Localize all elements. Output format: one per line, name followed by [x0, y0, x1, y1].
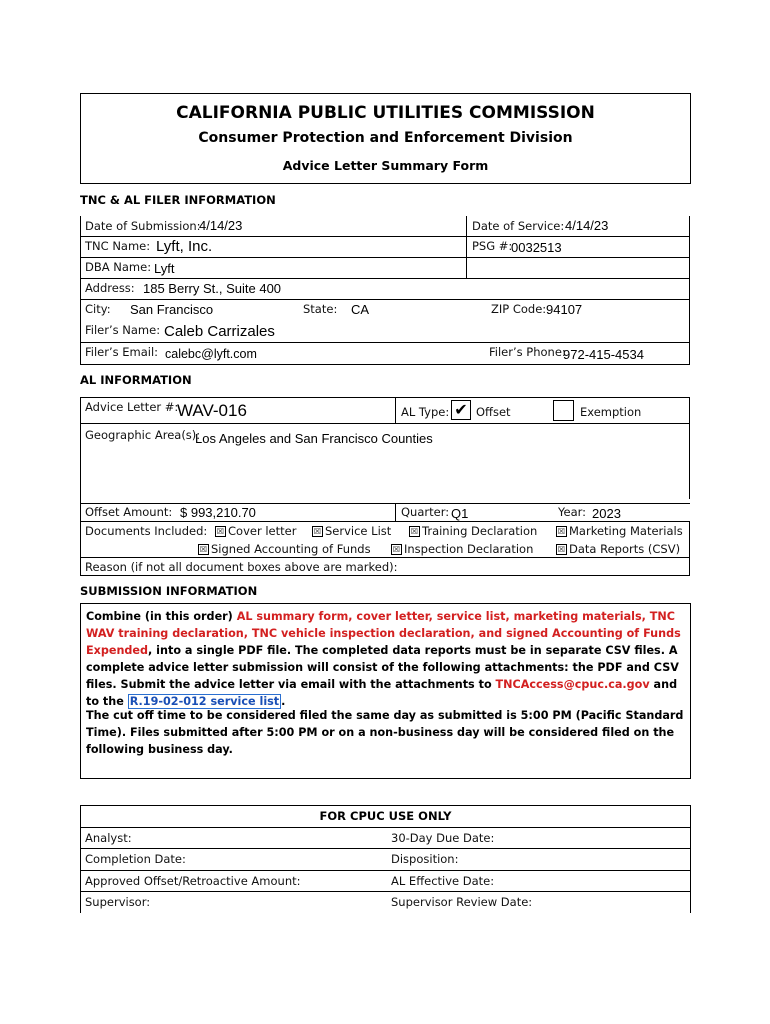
- checked-box-icon: ☒: [199, 545, 208, 554]
- service-date-label: Date of Service:: [472, 219, 565, 233]
- completion-date-label: Completion Date:: [85, 852, 186, 866]
- filer-name-label: Filer’s Name:: [85, 323, 161, 337]
- city-label: City:: [85, 302, 111, 316]
- division-title: Consumer Protection and Enforcement Division: [198, 130, 573, 146]
- service-list-link[interactable]: R.19-02-012 service list: [129, 695, 280, 708]
- zip-label: ZIP Code:: [491, 302, 547, 316]
- geo-label: Geographic Area(s):: [85, 428, 201, 442]
- al-section-heading: AL INFORMATION: [80, 373, 192, 387]
- filer-name-value: Caleb Carrizales: [164, 323, 275, 340]
- doc-accounting[interactable]: [198, 542, 371, 556]
- filer-email-value: calebc@lyft.com: [165, 347, 257, 361]
- psg-value: 0032513: [511, 240, 562, 255]
- commission-title: CALIFORNIA PUBLIC UTILITIES COMMISSION: [176, 103, 595, 123]
- advice-letter-label: Advice Letter #:: [85, 400, 179, 414]
- p1-text-d: .: [281, 695, 286, 708]
- doc-label: Inspection Declaration: [404, 542, 534, 556]
- checked-box-icon: ☒: [557, 527, 566, 536]
- offset-checkbox[interactable]: [451, 400, 471, 420]
- doc-data-reports[interactable]: [556, 542, 680, 556]
- reason-label: Reason (if not all document boxes above are marked):: [85, 560, 398, 574]
- offset-amount-label: Offset Amount:: [85, 505, 173, 519]
- approved-amount-label: Approved Offset/Retroactive Amount:: [85, 874, 301, 888]
- p1-text-b: , into a single PDF file. The completed data reports must be in separate CSV files. A complete advice letter submission will consist of the following attachments: the PDF and CSV files. Submit the advice letter via email with the attachments to: [86, 644, 679, 691]
- checked-box-icon: ☒: [392, 545, 401, 554]
- quarter-label: Quarter:: [401, 505, 450, 519]
- offset-label: Offset: [476, 405, 511, 419]
- doc-service-list[interactable]: [312, 524, 391, 538]
- dba-value: Lyft: [154, 261, 175, 276]
- zip-value: 94107: [546, 302, 583, 317]
- submission-paragraph-2: The cut off time to be considered filed the same day as submitted is 5:00 PM (Pacific Standard Time). Files submitted after 5:00 PM or on a non-business day will be considered filed on the following business day.: [86, 709, 684, 756]
- tnc-name-label: TNC Name:: [85, 239, 151, 253]
- doc-label: Signed Accounting of Funds: [211, 542, 371, 556]
- address-label: Address:: [85, 281, 135, 295]
- doc-label: Training Declaration: [422, 524, 538, 538]
- checked-box-icon: ☒: [557, 545, 566, 554]
- due-date-label: 30-Day Due Date:: [391, 831, 495, 845]
- year-value: 2023: [592, 506, 621, 521]
- doc-label: Marketing Materials: [569, 524, 683, 538]
- doc-label: Service List: [325, 524, 392, 538]
- filer-section-heading: TNC & AL FILER INFORMATION: [80, 193, 276, 207]
- city-value: San Francisco: [130, 302, 214, 317]
- tnc-name-value: Lyft, Inc.: [156, 238, 213, 255]
- documents-label: Documents Included:: [85, 524, 208, 538]
- doc-label: Data Reports (CSV): [569, 542, 681, 556]
- p1-required-docs: AL summary form, cover letter, service list, marketing materials, TNC WAV training declaration, TNC vehicle inspection declaration, and signed Accounting of Funds Expended: [86, 610, 681, 657]
- effective-date-label: AL Effective Date:: [391, 874, 495, 888]
- filer-phone-value: 972-415-4534: [563, 347, 644, 362]
- psg-label: PSG #:: [472, 239, 513, 253]
- service-date-value: 4/14/23: [565, 218, 609, 233]
- checked-box-icon: ☒: [216, 527, 225, 536]
- filer-phone-label: Filer’s Phone:: [489, 345, 566, 359]
- submission-date-value: 4/14/23: [199, 218, 243, 233]
- exemption-checkbox[interactable]: [553, 400, 574, 421]
- supervisor-label: Supervisor:: [85, 895, 151, 909]
- submission-paragraph-1: [86, 608, 686, 710]
- cpuc-use-heading: FOR CPUC USE ONLY: [319, 809, 452, 823]
- year-label: Year:: [558, 505, 587, 519]
- disposition-label: Disposition:: [391, 852, 459, 866]
- doc-label: Cover letter: [228, 524, 297, 538]
- submission-date-label: Date of Submission:: [85, 219, 201, 233]
- checked-box-icon: ☒: [313, 527, 322, 536]
- checked-box-icon: ☒: [410, 527, 419, 536]
- form-title: Advice Letter Summary Form: [282, 158, 489, 173]
- geo-value: Los Angeles and San Francisco Counties: [195, 431, 433, 446]
- analyst-label: Analyst:: [85, 831, 132, 845]
- doc-training[interactable]: [409, 524, 537, 538]
- offset-amount-value: $ 993,210.70: [180, 505, 256, 520]
- doc-cover-letter[interactable]: [215, 524, 296, 538]
- p1-text-c: and to the: [86, 678, 678, 708]
- quarter-value: Q1: [451, 506, 469, 521]
- doc-marketing[interactable]: [556, 524, 683, 538]
- dba-label: DBA Name:: [85, 260, 152, 274]
- filer-email-label: Filer’s Email:: [85, 345, 159, 359]
- submission-heading: SUBMISSION INFORMATION: [80, 584, 258, 598]
- advice-letter-value: WAV-016: [177, 401, 247, 420]
- address-value: 185 Berry St., Suite 400: [143, 281, 282, 296]
- state-label: State:: [303, 302, 338, 316]
- check-icon: ✔: [454, 400, 468, 419]
- tnc-access-email-link[interactable]: TNCAccess@cpuc.ca.gov: [495, 678, 650, 691]
- doc-inspection[interactable]: [391, 542, 533, 556]
- state-value: CA: [351, 302, 370, 317]
- exemption-label: Exemption: [580, 405, 642, 419]
- al-type-label: AL Type:: [401, 405, 450, 419]
- supervisor-review-label: Supervisor Review Date:: [391, 895, 533, 909]
- p1-text-a: Combine (in this order): [86, 610, 237, 623]
